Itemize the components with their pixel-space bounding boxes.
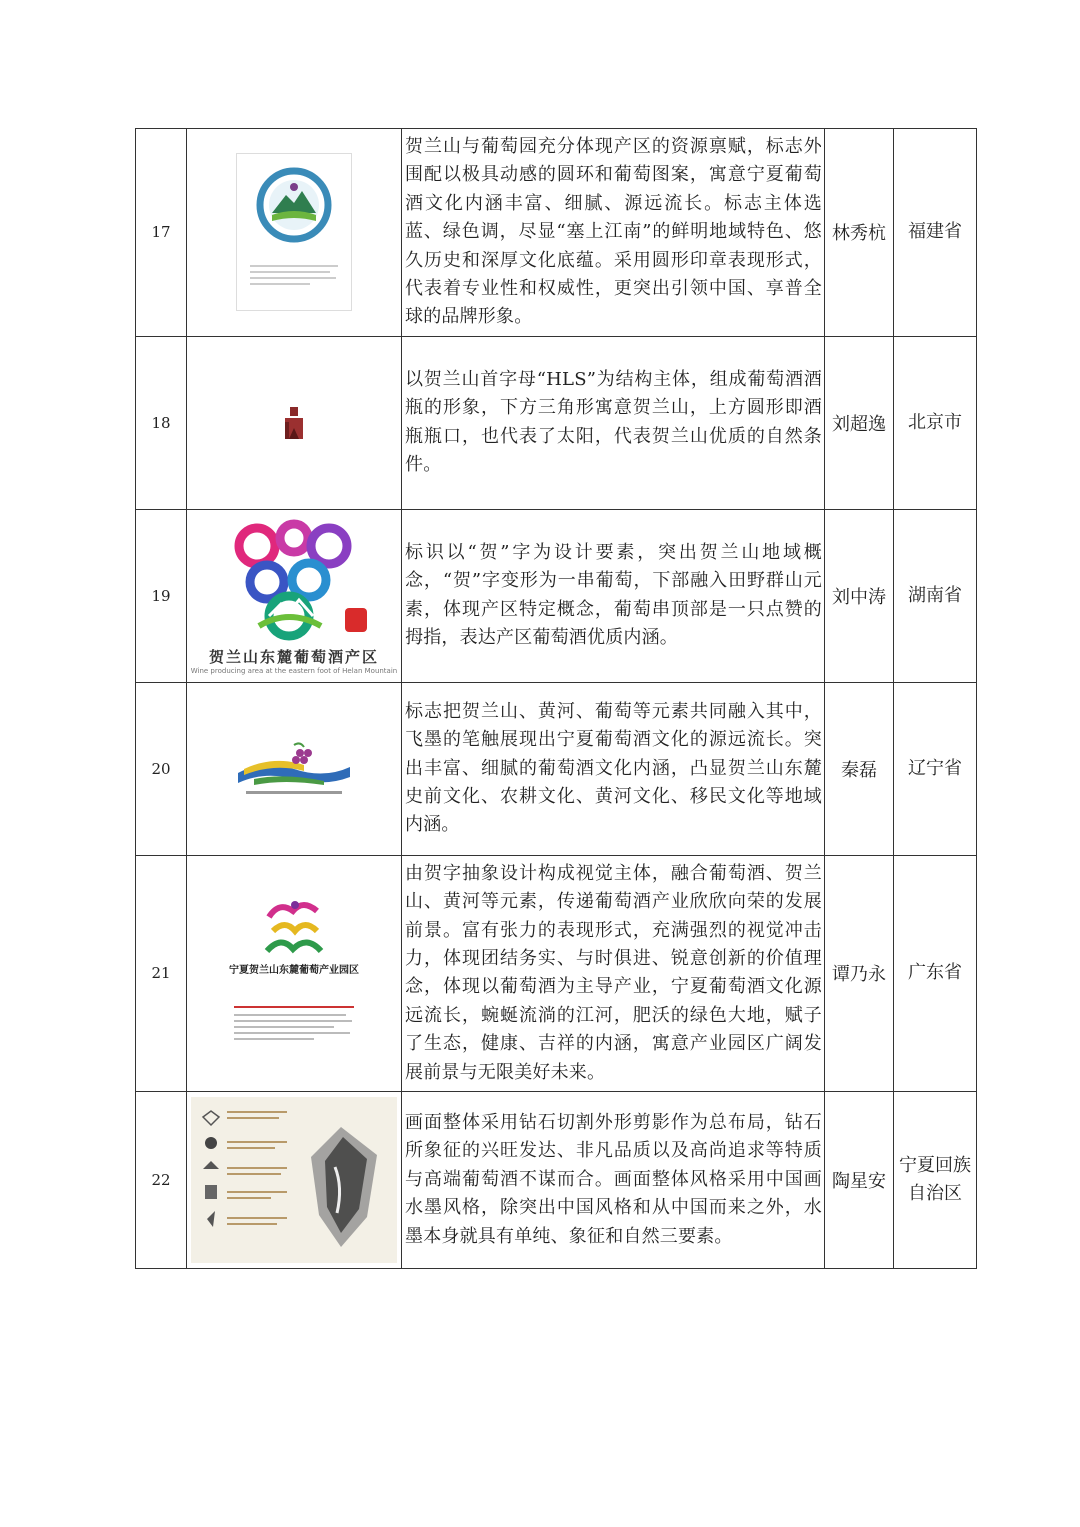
table-row <box>136 509 977 682</box>
logo-cell <box>187 336 402 509</box>
entry-author: 刘中涛 <box>825 509 894 682</box>
entry-number: 19 <box>136 509 187 682</box>
entry-number: 18 <box>136 336 187 509</box>
entry-number: 21 <box>136 855 187 1091</box>
entry-region: 宁夏回族自治区 <box>894 1092 977 1269</box>
entry-region: 辽宁省 <box>894 682 977 855</box>
entry-description: 以贺兰山首字母“HLS”为结构主体，组成葡萄酒酒瓶的形象，下方三角形寓意贺兰山，上方圆形即酒瓶瓶口，也代表了太阳，代表贺兰山优质的自然条件。 <box>402 336 825 509</box>
logo-cell <box>187 1092 402 1269</box>
entry-region: 广东省 <box>894 855 977 1091</box>
entry-region: 福建省 <box>894 129 977 337</box>
logo-cell <box>187 855 402 1091</box>
ink-diamond-logo-icon <box>191 1097 397 1263</box>
entry-description: 画面整体采用钻石切割外形剪影作为总布局，钻石所象征的兴旺发达、非凡品质以及高尚追求等特质与高端葡萄酒不谋而合。画面整体风格采用中国画水墨风格，除突出中国风格和从中国而来之外，水墨本身就具有单纯、象征和自然三要素。 <box>402 1092 825 1269</box>
grape-cluster-he-logo-icon <box>209 516 379 646</box>
entry-description: 由贺字抽象设计构成视觉主体，融合葡萄酒、贺兰山、黄河等元素，传递葡萄酒产业欣欣向荣的发展前景。富有张力的表现形式，充满强烈的视觉冲击力，体现团结务实、与时俱进、锐意创新的价值理念，体现以葡萄酒为主导产业，宁夏葡萄酒文化源远流长，蜿蜒流淌的江河，肥沃的绿色大地，赋子了生态，健康、吉祥的内涵，寓意产业园区广阔发展前景与无限美好未来。 <box>402 855 825 1091</box>
logo-caption-en: Wine producing area at the eastern foot of Helan Mountain <box>190 667 398 676</box>
table-row <box>136 1092 977 1269</box>
entry-number: 22 <box>136 1092 187 1269</box>
circular-seal-mountain-logo-icon <box>236 153 352 311</box>
entry-author: 刘超逸 <box>825 336 894 509</box>
colorful-he-character-logo-icon <box>259 897 329 961</box>
entry-description: 标识以“贺”字为设计要素，突出贺兰山地域概念，“贺”字变形为一串葡萄，下部融入田野群山元素，体现产区特定概念，葡萄串顶部是一只点赞的拇指，表达产区葡萄酒优质内涵。 <box>402 509 825 682</box>
wine-bottle-hls-logo-icon <box>279 406 309 440</box>
entry-region: 北京市 <box>894 336 977 509</box>
logo-caption: 宁夏贺兰山东麓葡萄产业园区 <box>229 964 359 976</box>
logo-cell <box>187 129 402 337</box>
ink-brush-grape-logo-icon <box>234 739 354 799</box>
entry-description: 贺兰山与葡萄园充分体现产区的资源禀赋，标志外围配以极具动感的圆环和葡萄图案，寓意宁夏葡萄酒文化内涵丰富、细腻、源远流长。标志主体选蓝、绿色调，尽显“塞上江南”的鲜明地域特色、悠久历史和深厚文化底蕴。采用圆形印章表现形式，代表着专业性和权威性，更突出引领中国、享普全球的品牌形象。 <box>402 129 825 337</box>
entry-author: 谭乃永 <box>825 855 894 1091</box>
entry-description: 标志把贺兰山、黄河、葡萄等元素共同融入其中，飞墨的笔触展现出宁夏葡萄酒文化的源远流长。突出丰富、细腻的葡萄酒文化内涵，凸显贺兰山东麓史前文化、农耕文化、黄河文化、移民文化等地域内涵。 <box>402 682 825 855</box>
document-lines-icon <box>234 1004 354 1050</box>
table-row <box>136 855 977 1091</box>
entry-author: 秦磊 <box>825 682 894 855</box>
entries-table <box>135 128 977 1269</box>
table-row <box>136 682 977 855</box>
entry-number: 17 <box>136 129 187 337</box>
table-row <box>136 336 977 509</box>
logo-cell <box>187 509 402 682</box>
entry-author: 陶星安 <box>825 1092 894 1269</box>
logo-caption: 贺兰山东麓葡萄酒产区 <box>208 648 379 667</box>
entry-number: 20 <box>136 682 187 855</box>
logo-cell <box>187 682 402 855</box>
entry-author: 林秀杭 <box>825 129 894 337</box>
entry-region: 湖南省 <box>894 509 977 682</box>
table-row <box>136 129 977 337</box>
